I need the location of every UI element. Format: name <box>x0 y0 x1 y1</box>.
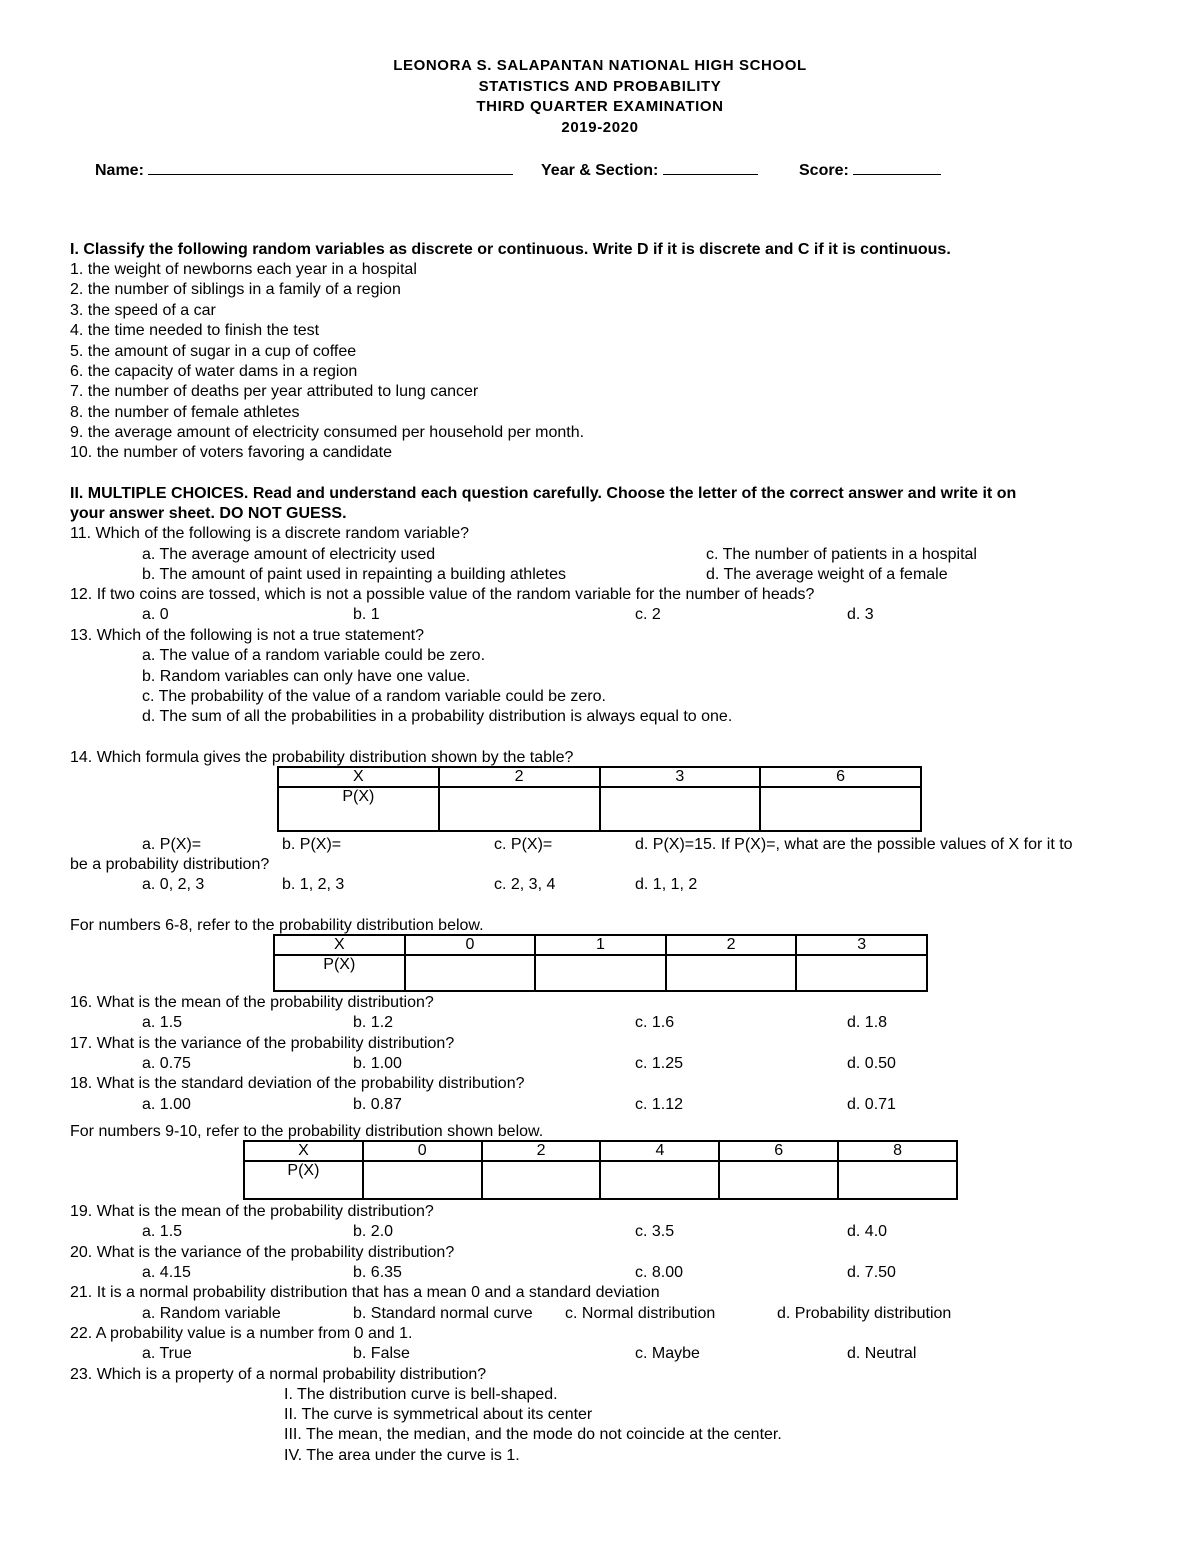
part2-instruction-line2: your answer sheet. DO NOT GUESS. <box>70 505 347 522</box>
section-blank[interactable] <box>663 160 758 175</box>
q14-option-b: b. P(X)= <box>282 836 342 853</box>
q14-option-d: d. P(X)=15. If P(X)=, what are the possible values of X for it to <box>635 836 1073 853</box>
table-cell: 6 <box>760 767 921 787</box>
table-cell <box>482 1161 601 1199</box>
reference-text-1: For numbers 6-8, refer to the probability distribution below. <box>70 917 484 934</box>
score-label: Score: <box>799 162 849 179</box>
q16-option-c: c. 1.6 <box>635 1014 675 1031</box>
table-cell: X <box>244 1141 363 1161</box>
q18-option-c: c. 1.12 <box>635 1096 684 1113</box>
q21-option-b: b. Standard normal curve <box>353 1305 533 1322</box>
q15-option-c: c. 2, 3, 4 <box>494 876 556 893</box>
list-item: 10. the number of voters favoring a candidate <box>70 444 392 461</box>
table-cell: 0 <box>363 1141 482 1161</box>
question-23: 23. Which is a property of a normal probability distribution? <box>70 1366 487 1383</box>
q23-statement-ii: II. The curve is symmetrical about its center <box>284 1406 593 1423</box>
q14-continuation: be a probability distribution? <box>70 856 270 873</box>
ref1-table <box>273 934 928 992</box>
table-cell <box>535 955 666 991</box>
table-cell <box>363 1161 482 1199</box>
q19-option-c: c. 3.5 <box>635 1223 675 1240</box>
list-item: 8. the number of female athletes <box>70 404 300 421</box>
question-16: 16. What is the mean of the probability distribution? <box>70 994 434 1011</box>
q18-option-d: d. 0.71 <box>847 1096 896 1113</box>
question-14: 14. Which formula gives the probability distribution shown by the table? <box>70 749 574 766</box>
list-item: 1. the weight of newborns each year in a hospital <box>70 261 417 278</box>
q11-option-b: b. The amount of paint used in repainting a building athletes <box>142 566 566 583</box>
table-cell: 1 <box>535 935 666 955</box>
table-cell <box>600 787 761 831</box>
question-11: 11. Which of the following is a discrete random variable? <box>70 525 470 542</box>
q20-option-b: b. 6.35 <box>353 1264 402 1281</box>
q13-option-d: d. The sum of all the probabilities in a probability distribution is always equal to one. <box>142 708 733 725</box>
q21-option-d: d. Probability distribution <box>777 1305 952 1322</box>
q16-option-a: a. 1.5 <box>142 1014 183 1031</box>
table-cell <box>439 787 600 831</box>
ref2-table <box>243 1140 958 1200</box>
part2-instruction-line1: II. MULTIPLE CHOICES. Read and understand each question carefully. Choose the letter of the correct answer and write it on <box>70 485 1017 502</box>
table-cell: 2 <box>439 767 600 787</box>
name-blank[interactable] <box>148 160 513 175</box>
question-12: 12. If two coins are tossed, which is not a possible value of the random variable for the number of heads? <box>70 586 815 603</box>
q23-statement-iv: IV. The area under the curve is 1. <box>284 1447 520 1464</box>
q17-option-a: a. 0.75 <box>142 1055 191 1072</box>
q22-option-c: c. Maybe <box>635 1345 700 1362</box>
question-21: 21. It is a normal probability distribution that has a mean 0 and a standard deviation <box>70 1284 660 1301</box>
question-17: 17. What is the variance of the probability distribution? <box>70 1035 455 1052</box>
table-cell <box>405 955 536 991</box>
q15-option-a: a. 0, 2, 3 <box>142 876 205 893</box>
table-cell: X <box>278 767 439 787</box>
q19-option-d: d. 4.0 <box>847 1223 888 1240</box>
table-cell: 3 <box>796 935 927 955</box>
q11-option-c: c. The number of patients in a hospital <box>706 546 977 563</box>
q14-option-a: a. P(X)= <box>142 836 202 853</box>
table-cell: 2 <box>666 935 797 955</box>
section-label: Year & Section: <box>541 162 659 179</box>
q15-option-d: d. 1, 1, 2 <box>635 876 698 893</box>
q23-statement-i: I. The distribution curve is bell-shaped. <box>284 1386 558 1403</box>
score-field[interactable] <box>799 160 941 180</box>
q22-option-d: d. Neutral <box>847 1345 917 1362</box>
q17-option-d: d. 0.50 <box>847 1055 896 1072</box>
q16-option-b: b. 1.2 <box>353 1014 394 1031</box>
subject-title: STATISTICS AND PROBABILITY <box>478 78 722 95</box>
question-13: 13. Which of the following is not a true statement? <box>70 627 424 644</box>
school-name: LEONORA S. SALAPANTAN NATIONAL HIGH SCHOOL <box>393 57 807 74</box>
table-cell <box>666 955 797 991</box>
q21-option-a: a. Random variable <box>142 1305 281 1322</box>
name-field[interactable] <box>95 160 513 180</box>
q11-option-d: d. The average weight of a female <box>706 566 948 583</box>
q18-option-b: b. 0.87 <box>353 1096 402 1113</box>
q16-option-d: d. 1.8 <box>847 1014 888 1031</box>
table-cell: P(X) <box>244 1161 363 1199</box>
q12-option-a: a. 0 <box>142 606 169 623</box>
q23-statement-iii: III. The mean, the median, and the mode do not coincide at the center. <box>284 1426 782 1443</box>
q17-option-b: b. 1.00 <box>353 1055 402 1072</box>
reference-text-2: For numbers 9-10, refer to the probability distribution shown below. <box>70 1123 544 1140</box>
q19-option-b: b. 2.0 <box>353 1223 394 1240</box>
table-cell: P(X) <box>278 787 439 831</box>
table-cell <box>796 955 927 991</box>
list-item: 5. the amount of sugar in a cup of coffee <box>70 343 357 360</box>
table-cell: X <box>274 935 405 955</box>
table-cell <box>838 1161 957 1199</box>
list-item: 4. the time needed to finish the test <box>70 322 320 339</box>
q21-option-c: c. Normal distribution <box>565 1305 716 1322</box>
table-cell <box>760 787 921 831</box>
q17-option-c: c. 1.25 <box>635 1055 684 1072</box>
part1-instruction: I. Classify the following random variables as discrete or continuous. Write D if it is discrete and C if it is continuous. <box>70 241 951 258</box>
table-cell: 6 <box>719 1141 838 1161</box>
score-blank[interactable] <box>853 160 941 175</box>
list-item: 9. the average amount of electricity consumed per household per month. <box>70 424 585 441</box>
q19-option-a: a. 1.5 <box>142 1223 183 1240</box>
q20-option-a: a. 4.15 <box>142 1264 191 1281</box>
question-22: 22. A probability value is a number from 0 and 1. <box>70 1325 413 1342</box>
q12-option-b: b. 1 <box>353 606 380 623</box>
name-label: Name: <box>95 162 144 179</box>
q14-table <box>277 766 922 832</box>
q12-option-c: c. 2 <box>635 606 661 623</box>
table-cell: 2 <box>482 1141 601 1161</box>
q18-option-a: a. 1.00 <box>142 1096 191 1113</box>
section-field[interactable] <box>541 160 758 180</box>
table-cell <box>600 1161 719 1199</box>
list-item: 7. the number of deaths per year attributed to lung cancer <box>70 383 479 400</box>
list-item: 6. the capacity of water dams in a region <box>70 363 358 380</box>
table-cell: 3 <box>600 767 761 787</box>
table-cell <box>719 1161 838 1199</box>
q14-option-c: c. P(X)= <box>494 836 553 853</box>
q12-option-d: d. 3 <box>847 606 874 623</box>
list-item: 2. the number of siblings in a family of a region <box>70 281 401 298</box>
q20-option-c: c. 8.00 <box>635 1264 684 1281</box>
q13-option-b: b. Random variables can only have one value. <box>142 668 471 685</box>
table-cell: 4 <box>600 1141 719 1161</box>
table-cell: 8 <box>838 1141 957 1161</box>
q15-option-b: b. 1, 2, 3 <box>282 876 345 893</box>
exam-title: THIRD QUARTER EXAMINATION <box>476 98 724 115</box>
table-cell: 0 <box>405 935 536 955</box>
q11-option-a: a. The average amount of electricity used <box>142 546 436 563</box>
q22-option-b: b. False <box>353 1345 410 1362</box>
school-year: 2019-2020 <box>561 119 639 136</box>
q20-option-d: d. 7.50 <box>847 1264 896 1281</box>
question-19: 19. What is the mean of the probability distribution? <box>70 1203 434 1220</box>
list-item: 3. the speed of a car <box>70 302 216 319</box>
question-20: 20. What is the variance of the probability distribution? <box>70 1244 455 1261</box>
q13-option-c: c. The probability of the value of a random variable could be zero. <box>142 688 606 705</box>
question-18: 18. What is the standard deviation of the probability distribution? <box>70 1075 525 1092</box>
q13-option-a: a. The value of a random variable could be zero. <box>142 647 486 664</box>
table-cell: P(X) <box>274 955 405 991</box>
q22-option-a: a. True <box>142 1345 192 1362</box>
